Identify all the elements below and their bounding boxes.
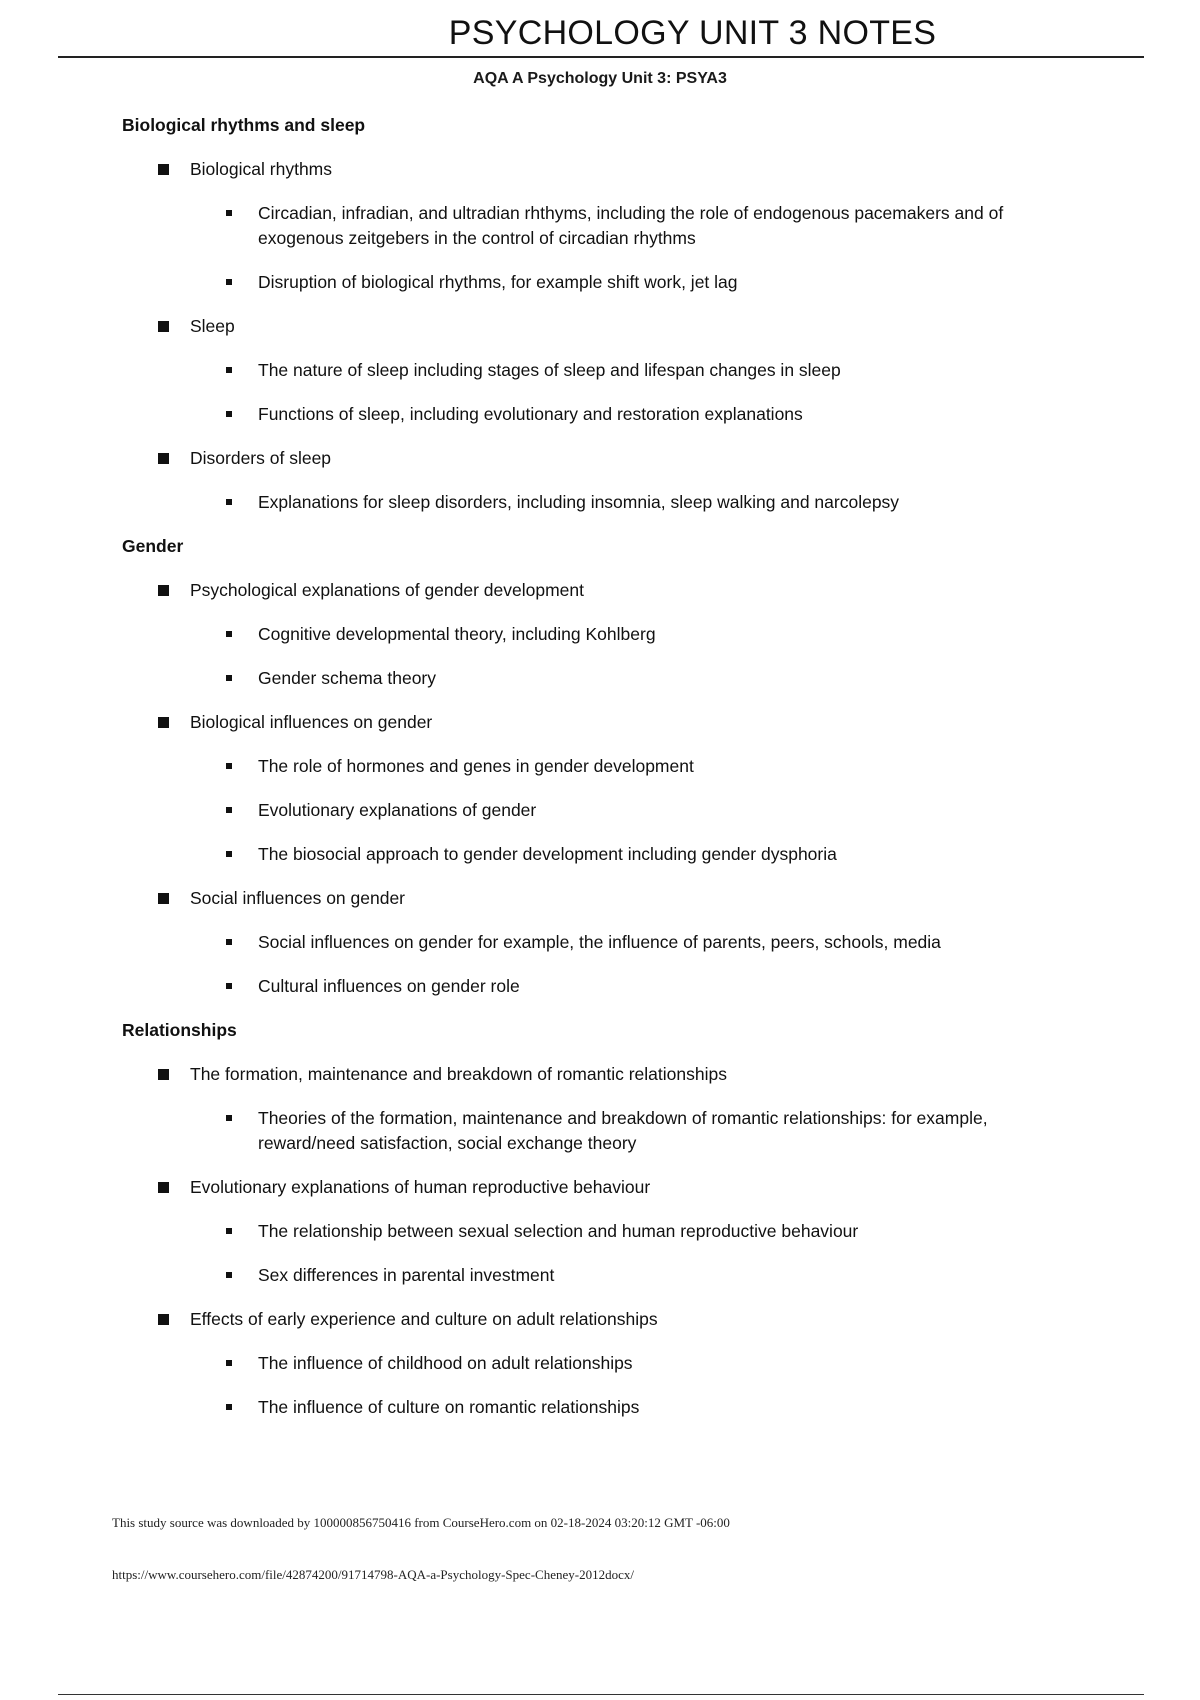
topic-item (122, 1062, 1102, 1087)
topic-label: Social influences on gender (190, 888, 406, 908)
topic-item (122, 710, 1102, 735)
subtopic-item (122, 490, 1058, 515)
small-square-bullet-icon (226, 763, 232, 769)
footer-source-note: This study source was downloaded by 100000856750416 from CourseHero.com on 02-18-2024 03:20:12 GMT -06:00 (112, 1515, 730, 1530)
topic-label: Biological influences on gender (190, 712, 433, 732)
small-square-bullet-icon (226, 1115, 232, 1121)
subtopic-label: Gender schema theory (258, 668, 437, 688)
subtopic-item (122, 974, 1058, 999)
small-square-bullet-icon (226, 1360, 232, 1366)
subtopic-item (122, 270, 1058, 295)
subtopic-label: Cognitive developmental theory, including Kohlberg (258, 624, 656, 644)
square-bullet-icon (158, 893, 169, 904)
subtopic-item (122, 1219, 1058, 1244)
topic-item (122, 578, 1102, 603)
topic-item (122, 157, 1102, 182)
square-bullet-icon (158, 321, 169, 332)
subtopic-item (122, 798, 1058, 823)
square-bullet-icon (158, 453, 169, 464)
subtopic-label: The relationship between sexual selection and human reproductive behaviour (258, 1221, 859, 1241)
topic-item (122, 446, 1102, 471)
subtopic-label: Disruption of biological rhythms, for example shift work, jet lag (258, 272, 738, 292)
topic-label: The formation, maintenance and breakdown of romantic relationships (190, 1064, 727, 1084)
page-title: PSYCHOLOGY UNIT 3 NOTES (448, 14, 937, 52)
subtopic-item (122, 930, 1058, 955)
small-square-bullet-icon (226, 983, 232, 989)
subtopic-item (122, 358, 1058, 383)
subtopic-item (122, 1263, 1058, 1288)
subtopic-item (122, 402, 1058, 427)
footer-divider (58, 1694, 1144, 1695)
small-square-bullet-icon (226, 1228, 232, 1234)
subtopic-label: The biosocial approach to gender development including gender dysphoria (258, 844, 837, 864)
subtopic-label: Evolutionary explanations of gender (258, 800, 537, 820)
subtopic-item (122, 842, 1058, 867)
small-square-bullet-icon (226, 631, 232, 637)
subtopic-label: Functions of sleep, including evolutionary and restoration explanations (258, 404, 803, 424)
section-heading: Biological rhythms and sleep (122, 115, 366, 135)
subtopic-label: The role of hormones and genes in gender development (258, 756, 694, 776)
topic-label: Biological rhythms (190, 159, 332, 179)
small-square-bullet-icon (226, 1272, 232, 1278)
topic-label: Disorders of sleep (190, 448, 332, 468)
subtopic-label: Explanations for sleep disorders, including insomnia, sleep walking and narcolepsy (258, 492, 900, 512)
square-bullet-icon (158, 1182, 169, 1193)
subtopic-label: Social influences on gender for example, the influence of parents, peers, schools, media (258, 932, 941, 952)
small-square-bullet-icon (226, 210, 232, 216)
section-heading: Gender (122, 536, 184, 556)
small-square-bullet-icon (226, 367, 232, 373)
subtopic-item (122, 622, 1058, 647)
subtopic-item (122, 754, 1058, 779)
document-body (122, 113, 1102, 1439)
topic-label: Evolutionary explanations of human reproductive behaviour (190, 1177, 651, 1197)
small-square-bullet-icon (226, 1404, 232, 1410)
small-square-bullet-icon (226, 807, 232, 813)
square-bullet-icon (158, 585, 169, 596)
topic-item (122, 314, 1102, 339)
header-divider (58, 56, 1144, 58)
topic-item (122, 886, 1102, 911)
topic-label: Psychological explanations of gender development (190, 580, 585, 600)
small-square-bullet-icon (226, 499, 232, 505)
section-heading: Relationships (122, 1020, 237, 1040)
subtopic-label: Circadian, infradian, and ultradian rhthyms, including the role of endogenous pacemakers and of exogenous zeitgebers in the control of circadian rhythms (258, 203, 1004, 248)
square-bullet-icon (158, 164, 169, 175)
square-bullet-icon (158, 1314, 169, 1325)
topic-item (122, 1307, 1102, 1332)
subtopic-item (122, 201, 1058, 251)
subtopic-item (122, 1351, 1058, 1376)
square-bullet-icon (158, 1069, 169, 1080)
small-square-bullet-icon (226, 411, 232, 417)
small-square-bullet-icon (226, 851, 232, 857)
small-square-bullet-icon (226, 675, 232, 681)
topic-label: Effects of early experience and culture on adult relationships (190, 1309, 658, 1329)
subtopic-item (122, 666, 1058, 691)
square-bullet-icon (158, 717, 169, 728)
subtopic-label: Sex differences in parental investment (258, 1265, 555, 1285)
topic-label: Sleep (190, 316, 235, 336)
subtopic-label: The nature of sleep including stages of sleep and lifespan changes in sleep (258, 360, 841, 380)
subtopic-label: Cultural influences on gender role (258, 976, 520, 996)
topic-item (122, 1175, 1102, 1200)
footer-url[interactable]: https://www.coursehero.com/file/42874200/91714798-AQA-a-Psychology-Spec-Cheney-2012docx/ (112, 1567, 634, 1582)
small-square-bullet-icon (226, 279, 232, 285)
document-subtitle: AQA A Psychology Unit 3: PSYA3 (473, 70, 727, 87)
subtopic-label: The influence of childhood on adult relationships (258, 1353, 633, 1373)
subtopic-label: Theories of the formation, maintenance and breakdown of romantic relationships: for example, reward/need satisfaction, social exchange theory (258, 1108, 988, 1153)
subtopic-label: The influence of culture on romantic relationships (258, 1397, 640, 1417)
small-square-bullet-icon (226, 939, 232, 945)
subtopic-item (122, 1395, 1058, 1420)
subtopic-item (122, 1106, 1058, 1156)
